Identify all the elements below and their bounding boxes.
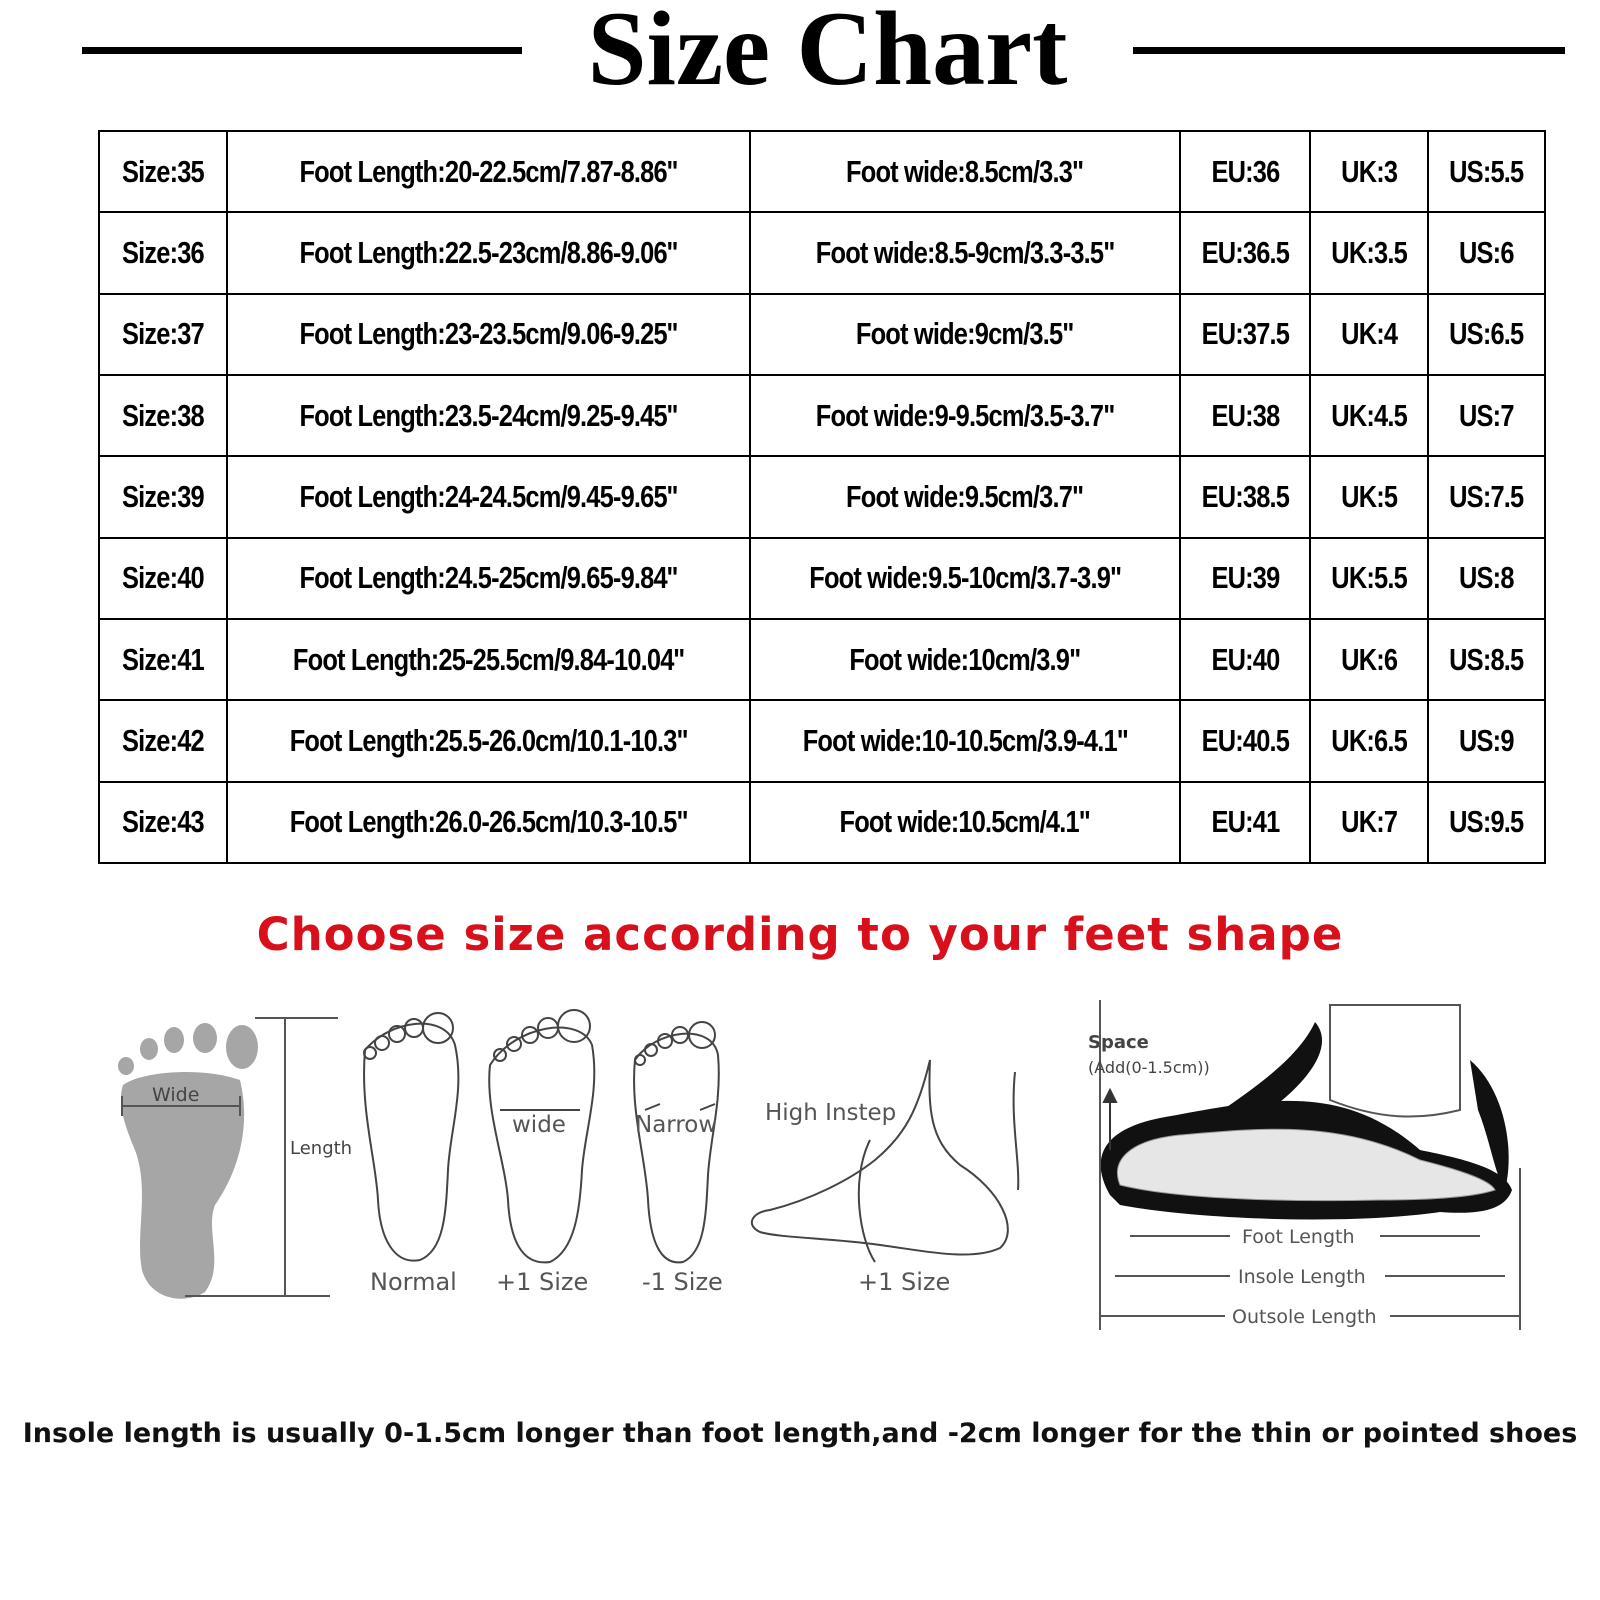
eu-size-cell bbox=[1180, 700, 1310, 781]
foot-width-cell-text: Foot wide:9.5-10cm/3.7-3.9" bbox=[808, 560, 1122, 596]
us-size-cell bbox=[1428, 212, 1545, 293]
us-size-cell bbox=[1428, 700, 1545, 781]
size-cell-text: Size:39 bbox=[122, 478, 204, 514]
foot-length-cell-text: Foot Length:23.5-24cm/9.25-9.45'' bbox=[299, 397, 678, 433]
size-cell bbox=[99, 700, 227, 781]
eu-size-cell bbox=[1180, 619, 1310, 700]
foot-width-cell bbox=[750, 619, 1180, 700]
foot-width-cell-text: Foot wide:10-10.5cm/3.9-4.1" bbox=[802, 722, 1128, 758]
eu-size-cell bbox=[1180, 212, 1310, 293]
size-cell-text: Size:36 bbox=[122, 234, 204, 270]
table-row bbox=[99, 619, 1545, 700]
caption-normal: Normal bbox=[370, 1268, 457, 1296]
foot-width-cell bbox=[750, 294, 1180, 375]
us-size-cell bbox=[1428, 375, 1545, 456]
foot-width-cell-text: Foot wide:10cm/3.9" bbox=[849, 641, 1081, 677]
foot-length-cell bbox=[227, 131, 750, 212]
footprint-figure bbox=[118, 1023, 258, 1299]
caption-narrow: -1 Size bbox=[642, 1268, 723, 1296]
table-row bbox=[99, 375, 1545, 456]
uk-size-cell bbox=[1310, 375, 1428, 456]
eu-size-cell-text: EU:38.5 bbox=[1201, 478, 1289, 514]
us-size-cell bbox=[1428, 294, 1545, 375]
size-cell-text: Size:41 bbox=[122, 641, 204, 677]
foot-length-cell bbox=[227, 782, 750, 863]
size-cell-text: Size:40 bbox=[122, 560, 204, 596]
size-cell bbox=[99, 294, 227, 375]
eu-size-cell-text: EU:40 bbox=[1211, 641, 1279, 677]
foot-length-cell-text: Foot Length:24-24.5cm/9.45-9.65'' bbox=[299, 478, 678, 514]
eu-size-cell-text: EU:36.5 bbox=[1201, 234, 1289, 270]
foot-length-cell-text: Foot Length:22.5-23cm/8.86-9.06'' bbox=[299, 234, 678, 270]
header bbox=[0, 0, 1600, 110]
size-cell-text: Size:35 bbox=[122, 153, 204, 189]
foot-length-cell-text: Foot Length:20-22.5cm/7.87-8.86'' bbox=[299, 153, 678, 189]
eu-size-cell-text: EU:36 bbox=[1211, 153, 1279, 189]
size-cell-text: Size:38 bbox=[122, 397, 204, 433]
uk-size-cell-text: UK:3.5 bbox=[1331, 234, 1407, 270]
uk-size-cell bbox=[1310, 619, 1428, 700]
foot-width-cell bbox=[750, 375, 1180, 456]
eu-size-cell bbox=[1180, 375, 1310, 456]
eu-size-cell bbox=[1180, 538, 1310, 619]
eu-size-cell bbox=[1180, 456, 1310, 537]
length-label: Length bbox=[290, 1138, 353, 1159]
foot-width-cell-text: Foot wide:10.5cm/4.1" bbox=[839, 804, 1091, 840]
page-title: Size Chart bbox=[587, 0, 1068, 107]
foot-length-cell bbox=[227, 212, 750, 293]
foot-width-cell-text: Foot wide:9.5cm/3.7" bbox=[846, 478, 1084, 514]
diagram-svg bbox=[0, 1000, 1600, 1400]
foot-length-cell bbox=[227, 456, 750, 537]
table-row bbox=[99, 456, 1545, 537]
foot-width-cell bbox=[750, 700, 1180, 781]
us-size-cell-text: US:6.5 bbox=[1449, 316, 1524, 352]
us-size-cell-text: US:7.5 bbox=[1449, 478, 1524, 514]
foot-length-cell bbox=[227, 375, 750, 456]
footnote: Insole length is usually 0-1.5cm longer than foot length,and -2cm longer for the thin or pointed shoes bbox=[22, 1418, 1578, 1449]
us-size-cell bbox=[1428, 456, 1545, 537]
table-row bbox=[99, 700, 1545, 781]
size-cell bbox=[99, 782, 227, 863]
foot-length-cell-text: Foot Length:23-23.5cm/9.06-9.25'' bbox=[299, 316, 678, 352]
uk-size-cell-text: UK:3 bbox=[1340, 153, 1398, 189]
foot-width-cell bbox=[750, 782, 1180, 863]
size-table-body bbox=[99, 131, 1545, 863]
eu-size-cell bbox=[1180, 294, 1310, 375]
uk-size-cell bbox=[1310, 700, 1428, 781]
foot-length-cell-text: Foot Length:26.0-26.5cm/10.3-10.5" bbox=[289, 804, 688, 840]
foot-label-narrow: Narrow bbox=[635, 1112, 718, 1138]
foot-shape-diagram bbox=[0, 1000, 1600, 1400]
size-table bbox=[98, 130, 1546, 864]
eu-size-cell-text: EU:38 bbox=[1211, 397, 1279, 433]
us-size-cell-text: US:8.5 bbox=[1449, 641, 1524, 677]
uk-size-cell-text: UK:5.5 bbox=[1331, 560, 1407, 596]
caption-wide: +1 Size bbox=[496, 1268, 589, 1296]
foot-width-cell-text: Foot wide:8.5-9cm/3.3-3.5" bbox=[815, 234, 1115, 270]
foot-label-wide: wide bbox=[512, 1112, 566, 1138]
foot-width-cell bbox=[750, 456, 1180, 537]
outsole-length-label: Outsole Length bbox=[1232, 1306, 1377, 1328]
foot-outline-high-instep bbox=[752, 1060, 1018, 1262]
us-size-cell-text: US:8 bbox=[1459, 560, 1514, 596]
us-size-cell bbox=[1428, 782, 1545, 863]
foot-length-label: Foot Length bbox=[1242, 1226, 1355, 1248]
uk-size-cell-text: UK:4 bbox=[1340, 316, 1398, 352]
size-cell bbox=[99, 131, 227, 212]
eu-size-cell-text: EU:41 bbox=[1211, 804, 1279, 840]
table-row bbox=[99, 538, 1545, 619]
uk-size-cell bbox=[1310, 294, 1428, 375]
foot-length-cell bbox=[227, 619, 750, 700]
uk-size-cell bbox=[1310, 131, 1428, 212]
space-note: (Add(0-1.5cm)) bbox=[1088, 1058, 1210, 1077]
uk-size-cell bbox=[1310, 212, 1428, 293]
foot-length-cell-text: Foot Length:25-25.5cm/9.84-10.04'' bbox=[292, 641, 685, 677]
uk-size-cell bbox=[1310, 456, 1428, 537]
eu-size-cell bbox=[1180, 131, 1310, 212]
size-cell bbox=[99, 456, 227, 537]
uk-size-cell-text: UK:6 bbox=[1340, 641, 1398, 677]
size-cell bbox=[99, 212, 227, 293]
us-size-cell-text: US:9.5 bbox=[1449, 804, 1524, 840]
shoe-figure bbox=[1101, 1005, 1512, 1219]
us-size-cell-text: US:9 bbox=[1459, 722, 1514, 758]
size-cell bbox=[99, 619, 227, 700]
uk-size-cell-text: UK:6.5 bbox=[1331, 722, 1407, 758]
table-row bbox=[99, 782, 1545, 863]
size-cell bbox=[99, 375, 227, 456]
eu-size-cell-text: EU:37.5 bbox=[1201, 316, 1289, 352]
foot-length-cell-text: Foot Length:24.5-25cm/9.65-9.84'' bbox=[299, 560, 678, 596]
us-size-cell bbox=[1428, 619, 1545, 700]
us-size-cell-text: US:6 bbox=[1459, 234, 1514, 270]
size-cell-text: Size:42 bbox=[122, 722, 204, 758]
table-row bbox=[99, 131, 1545, 212]
foot-width-cell bbox=[750, 212, 1180, 293]
foot-outline-normal bbox=[364, 1013, 458, 1261]
size-cell-text: Size:37 bbox=[122, 316, 204, 352]
foot-length-cell-text: Foot Length:25.5-26.0cm/10.1-10.3" bbox=[289, 722, 688, 758]
caption-high-instep: +1 Size bbox=[858, 1268, 951, 1296]
foot-width-cell bbox=[750, 538, 1180, 619]
subtitle: Choose size according to your feet shape bbox=[256, 908, 1344, 961]
foot-width-cell bbox=[750, 131, 1180, 212]
us-size-cell-text: US:5.5 bbox=[1449, 153, 1524, 189]
size-cell bbox=[99, 538, 227, 619]
foot-length-cell bbox=[227, 294, 750, 375]
us-size-cell bbox=[1428, 131, 1545, 212]
table-row bbox=[99, 294, 1545, 375]
size-cell-text: Size:43 bbox=[122, 804, 204, 840]
foot-outline-narrow bbox=[634, 1022, 719, 1262]
eu-size-cell-text: EU:40.5 bbox=[1201, 722, 1289, 758]
us-size-cell-text: US:7 bbox=[1459, 397, 1514, 433]
space-label: Space bbox=[1088, 1032, 1149, 1053]
uk-size-cell-text: UK:7 bbox=[1340, 804, 1398, 840]
eu-size-cell bbox=[1180, 782, 1310, 863]
foot-width-cell-text: Foot wide:9cm/3.5" bbox=[856, 316, 1074, 352]
title-rule-right bbox=[1133, 47, 1565, 54]
table-row bbox=[99, 212, 1545, 293]
insole-length-label: Insole Length bbox=[1238, 1266, 1366, 1288]
eu-size-cell-text: EU:39 bbox=[1211, 560, 1279, 596]
us-size-cell bbox=[1428, 538, 1545, 619]
foot-length-cell bbox=[227, 700, 750, 781]
uk-size-cell bbox=[1310, 538, 1428, 619]
foot-length-cell bbox=[227, 538, 750, 619]
uk-size-cell-text: UK:5 bbox=[1340, 478, 1398, 514]
uk-size-cell bbox=[1310, 782, 1428, 863]
foot-label-high-instep: High Instep bbox=[765, 1100, 897, 1126]
title-rule-left bbox=[82, 47, 522, 54]
uk-size-cell-text: UK:4.5 bbox=[1331, 397, 1407, 433]
foot-width-cell-text: Foot wide:9-9.5cm/3.5-3.7" bbox=[815, 397, 1115, 433]
wide-label: Wide bbox=[152, 1084, 200, 1106]
foot-width-cell-text: Foot wide:8.5cm/3.3" bbox=[846, 153, 1084, 189]
